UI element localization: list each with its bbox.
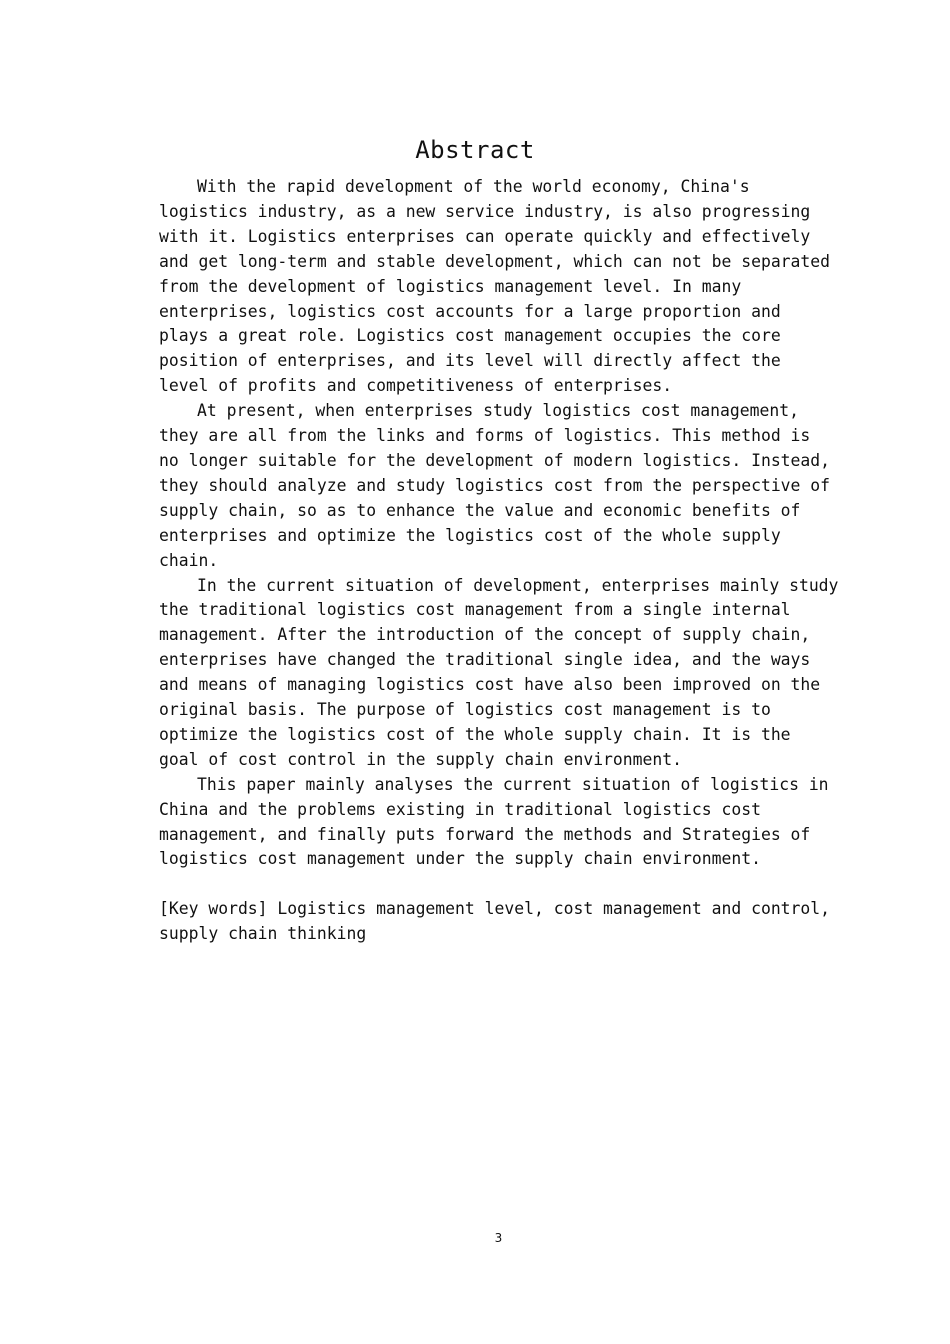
abstract-paragraph-1: With the rapid development of the world economy, China's logistics industry, as a new service industry, is also progressing with it. Logistics enterprises can operate quickly and effectively and get long-term and stable development, which can not be separated from the development of logistics management level. In many enterprises, logistics cost accounts for a large proportion and plays a great role. Logistics cost management occupies the core position of enterprises, and its level will directly affect the level of profits and competitiveness of enterprises.: [159, 177, 831, 396]
abstract-paragraph-2: At present, when enterprises study logistics cost management, they are all from the links and forms of logistics. This method is no longer suitable for the development of modern logistics. Instead, they should analyze and study logistics cost from the perspective of supply chain, so as to enhance the value and economic benefits of enterprises and optimize the logistics cost of the whole supply chain.: [159, 401, 831, 570]
keywords: [Key words] Logistics management level, cost management and control, supply chain thinking: [159, 899, 831, 943]
page-number: 3: [494, 1231, 503, 1245]
abstract-body: [159, 175, 839, 872]
abstract-title: Abstract: [415, 136, 535, 164]
abstract-paragraph-4: This paper mainly analyses the current situation of logistics in China and the problems existing in traditional logistics cost management, and finally puts forward the methods and Strategies of logistics cost management under the supply chain environment.: [159, 774, 829, 869]
abstract-paragraph-3: In the current situation of development, enterprises mainly study the traditional logistics cost management from a single internal management. After the introduction of the concept of supply chain, enterprises have changed the traditional single idea, and the ways and means of managing logistics cost have also been improved on the original basis. The purpose of logistics cost management is to optimize the logistics cost of the whole supply chain. It is the goal of cost control in the supply chain environment.: [159, 575, 839, 769]
